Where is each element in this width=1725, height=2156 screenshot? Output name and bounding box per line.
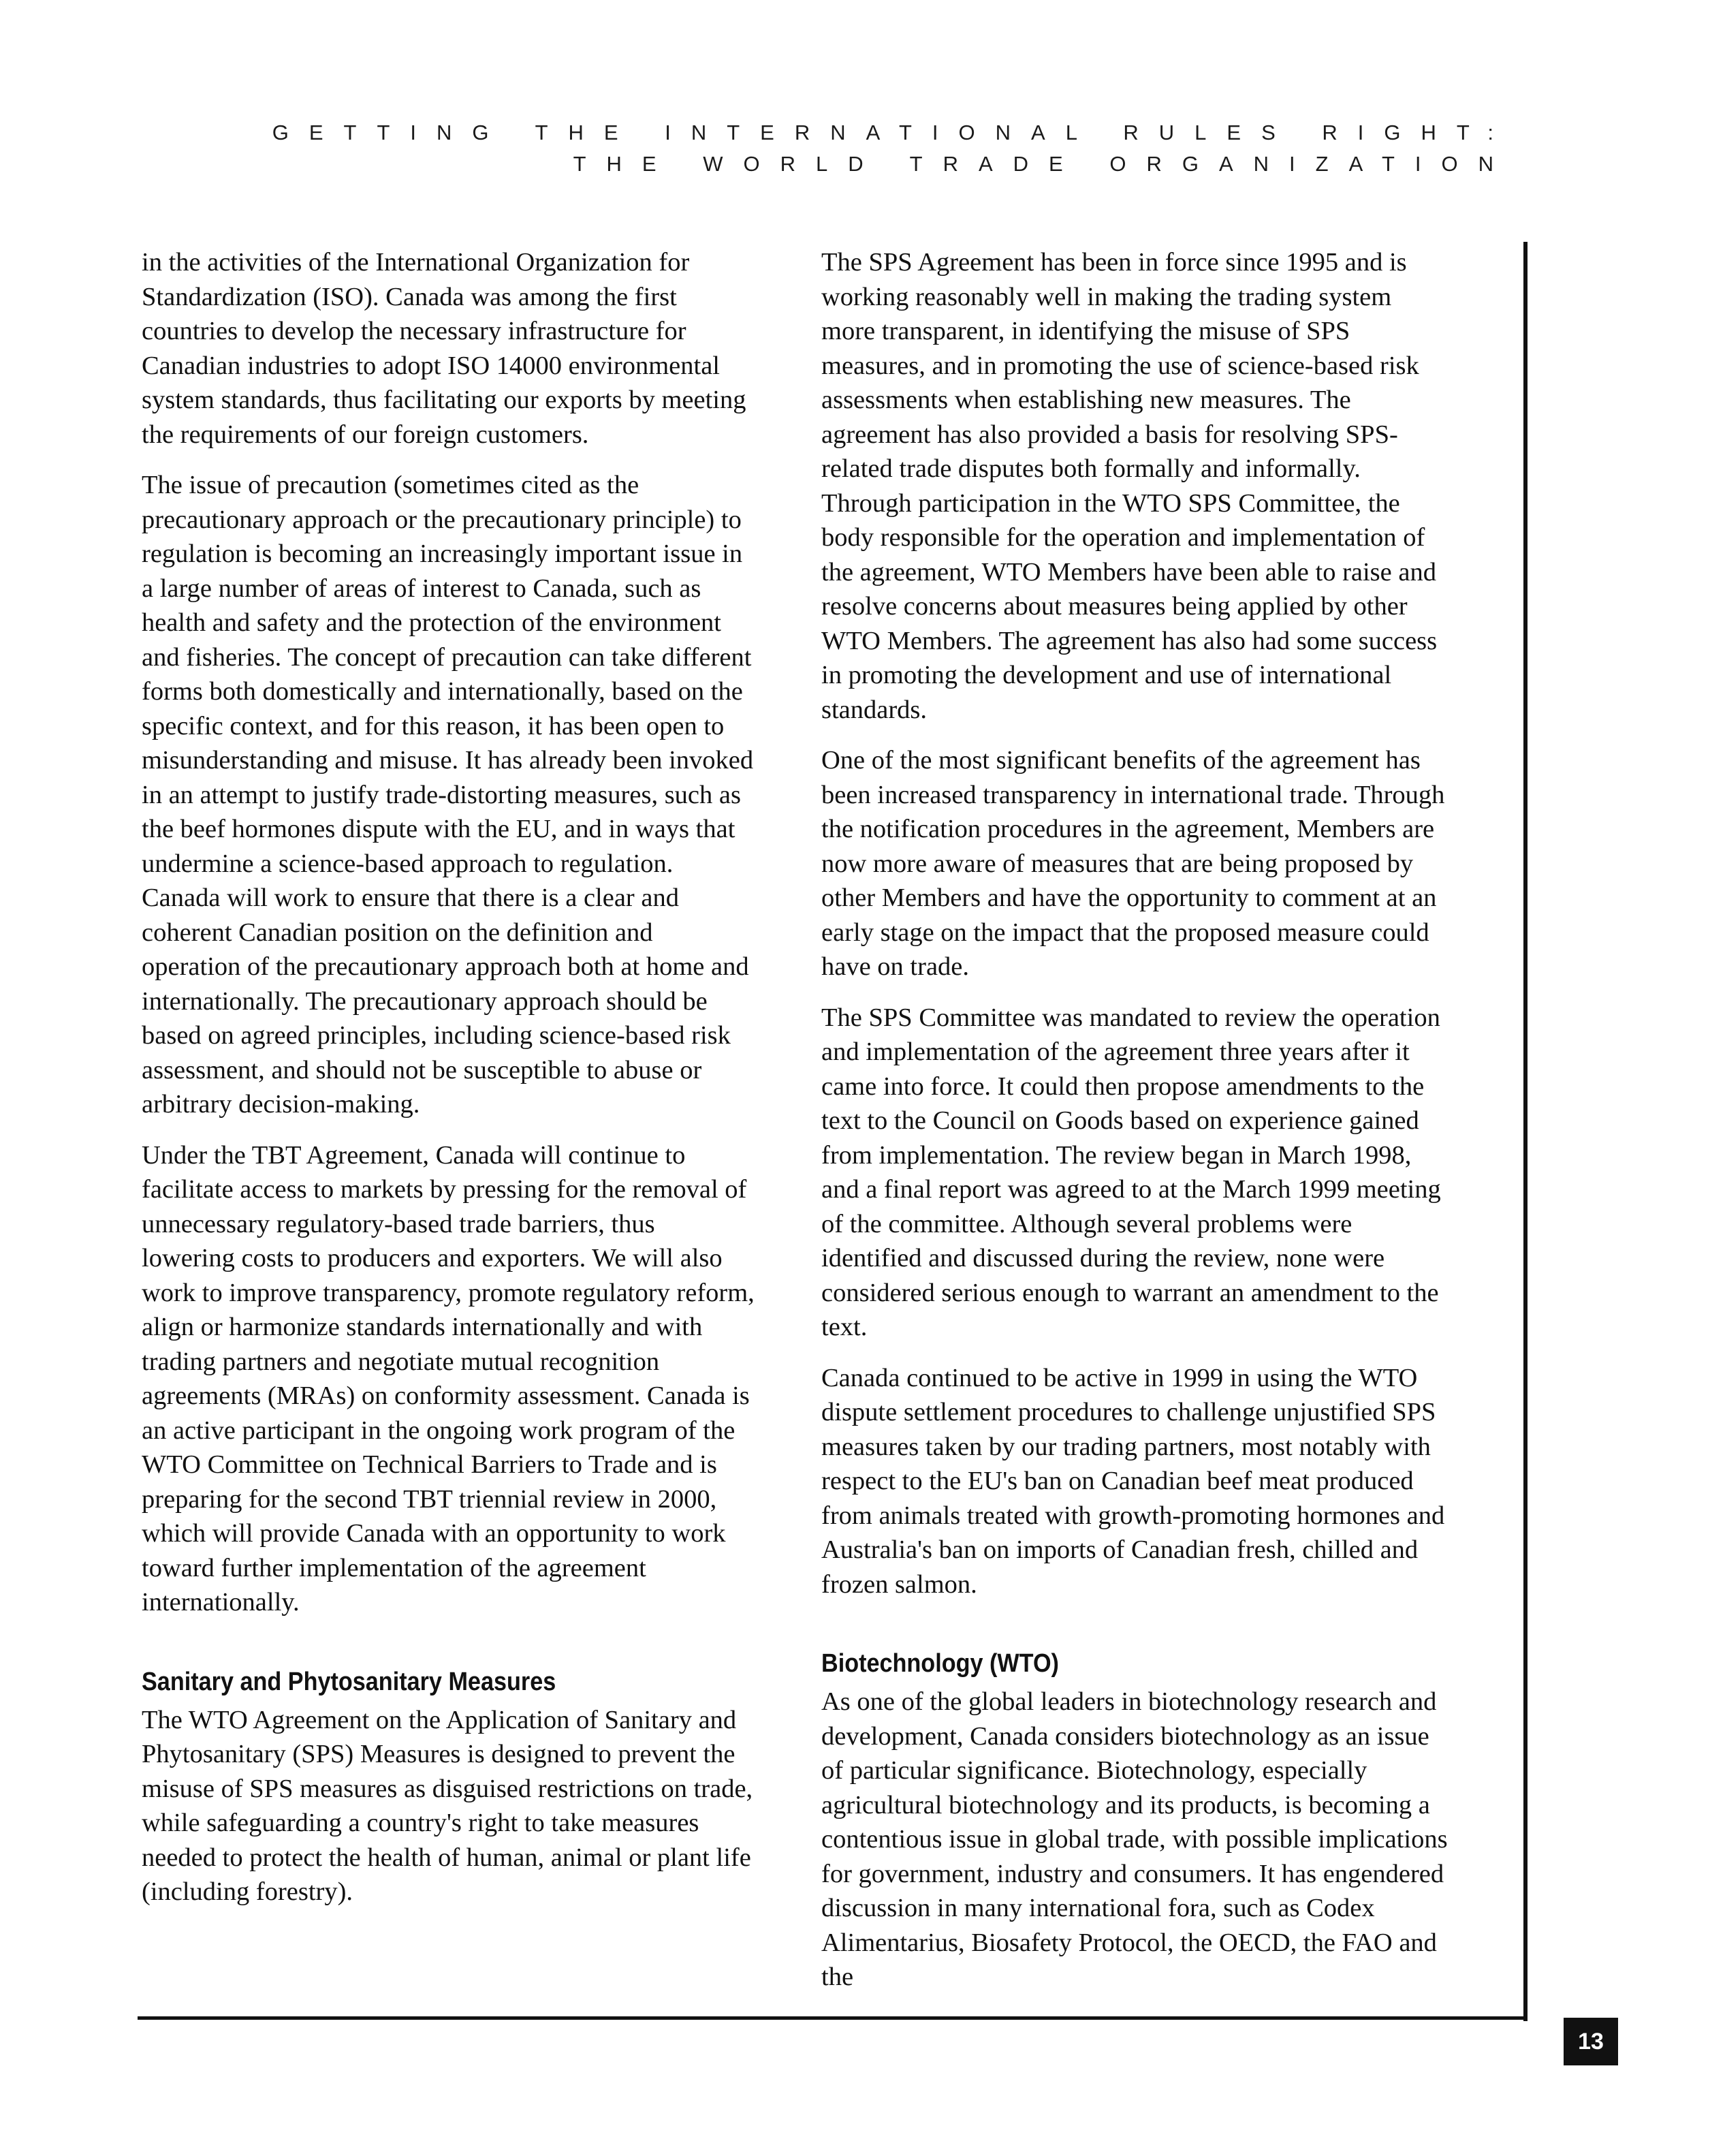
right-paragraph-disputes: Canada continued to be active in 1999 in using the WTO dispute settlement procedures to challenge unjustified SPS measures taken by our trading partners, most notably with respect to the EU's ban on Canadian beef meat produced from animals treated with growth-promoting hormones and Australia's ban on imports of Canadian fresh, chilled and frozen salmon. — [821, 1363, 1445, 1599]
left-paragraph-sps-intro: The WTO Agreement on the Application of Sanitary and Phytosanitary (SPS) Measures is designed to prevent the misuse of SPS measures as disguised restrictions on trade, while safeguarding a country's right to take measures needed to protect the health of human, animal or plant life (including forestry). — [142, 1705, 753, 1906]
right-paragraph-committee-review: The SPS Committee was mandated to review the operation and implementation of the agreement three years after it came into force. It could then propose amendments to the text to the Council on Goods based on experience gained from implementation. The review began in March 1998, and a final report was agreed to at the March 1999 meeting of the committee. Although several problems were identified and discussed during the review, none were considered serious enough to warrant an amendment to the text. — [821, 1003, 1441, 1341]
right-paragraph-transparency: One of the most significant benefits of the agreement has been increased transparency in international trade. Through the notification procedures in the agreement, Members are now more aware of measures that are being proposed by other Members and have the opportunity to comment at an early stage on the impact that the proposed measure could have on trade. — [821, 746, 1445, 981]
running-header-line-2: THE WORLD TRADE ORGANIZATION — [573, 152, 1514, 176]
left-paragraph-tbt: Under the TBT Agreement, Canada will continue to facilitate access to markets by pressing for the removal of unnecessary regulatory-based trade barriers, thus lowering costs to producers and exporters. We will also work to improve transparency, promote regulatory reform, align or harmonize standards internationally and with trading partners and negotiate mutual recognition agreements (MRAs) on conformity assessment. Canada is an active participant in the ongoing work program of the WTO Committee on Technical Barriers to Trade and is preparing for the second TBT triennial review in 2000, which will provide Canada with an opportunity to work toward further implementation of the agreement internationally. — [142, 1140, 755, 1616]
running-header-line-1: GETTING THE INTERNATIONAL RULES RIGHT: — [272, 121, 1514, 144]
heading-biotechnology: Biotechnology (WTO) — [821, 1649, 1059, 1678]
left-paragraph-iso: in the activities of the International Organization for Standardization (ISO). Canada was among the first countries to develop the necessary infrastructure for Canadian industries to adopt ISO 14000 environmental system standards, thus facilitating our exports by meeting the requirements of our foreign customers. — [142, 248, 746, 449]
right-column — [821, 245, 1448, 2011]
left-column — [142, 245, 755, 1926]
left-paragraph-precaution: The issue of precaution (sometimes cited as the precautionary approach or the precautionary principle) to regulation is becoming an increasingly important issue in a large number of areas of interest to Canada, such as health and safety and the protection of the environment and fisheries. The concept of precaution can take different forms both domestically and internationally, based on the specific context, and for this reason, it has been open to misunderstanding and misuse. It has already been invoked in an attempt to justify trade-distorting measures, such as the beef hormones dispute with the EU, and in ways that undermine a science-based approach to regulation. Canada will work to ensure that there is a clear and coherent Canadian position on the definition and operation of the precautionary approach both at home and internationally. The precautionary approach should be based on agreed principles, including science-based risk assessment, and should not be susceptible to abuse or arbitrary decision-making. — [142, 471, 754, 1119]
right-paragraph-sps-in-force: The SPS Agreement has been in force since 1995 and is working reasonably well in making the trading system more transparent, in identifying the misuse of SPS measures, and in promoting the use of science-based risk assessments when establishing new measures. The agreement has also provided a basis for resolving SPS-related trade disputes both formally and informally. Through participation in the WTO SPS Committee, the body responsible for the operation and implementation of the agreement, WTO Members have been able to raise and resolve concerns about measures being applied by other WTO Members. The agreement has also had some success in promoting the development and use of international standards. — [821, 248, 1438, 724]
horizontal-rule — [138, 2016, 1528, 2020]
right-paragraph-biotechnology: As one of the global leaders in biotechnology research and development, Canada considers biotechnology as an issue of particular significance. Biotechnology, especially agricultural biotechnology and its products, is becoming a contentious issue in global trade, with possible implications for government, industry and consumers. It has engendered discussion in many international fora, such as Codex Alimentarius, Biosafety Protocol, the OECD, the FAO and the — [821, 1687, 1448, 1991]
vertical-rule — [1523, 242, 1528, 2021]
heading-sanitary-phytosanitary: Sanitary and Phytosanitary Measures — [142, 1667, 556, 1696]
page-number: 13 — [1564, 2018, 1618, 2065]
running-header — [272, 117, 1514, 180]
